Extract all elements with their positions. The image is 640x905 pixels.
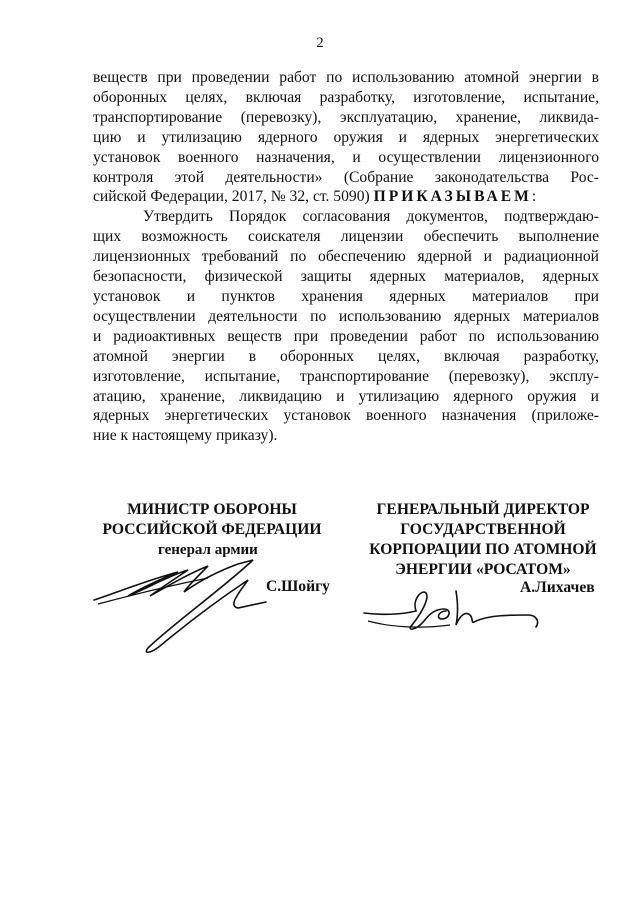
- signatory-rank: генерал армии: [158, 542, 258, 558]
- body-line: ние к настоящему приказу).: [93, 427, 278, 445]
- body-line: осуществлении деятельности по использованию ядерных материалов: [93, 307, 599, 325]
- body-line: установок военного назначения, и осуществлении лицензионного: [93, 148, 599, 166]
- signatory-title: МИНИСТР ОБОРОНЫ: [127, 501, 297, 518]
- body-line: изготовление, испытание, транспортирование (перевозку), эксплу-: [93, 367, 599, 385]
- order-colon: :: [531, 188, 537, 206]
- signature-block-rosatom-director: [352, 500, 614, 580]
- body-line: ядерных энергетических установок военного назначения (приложе-: [93, 407, 599, 425]
- handwritten-signature-right: [360, 585, 560, 635]
- document-body: [93, 68, 599, 446]
- body-line: оборонных целях, включая разработку, изготовление, испытание,: [93, 88, 599, 106]
- body-line: безопасности, физической защиты ядерных материалов, ядерных: [93, 268, 599, 286]
- body-line: цию и утилизацию ядерного оружия и ядерных энергетических: [93, 128, 599, 146]
- signatory-title: ЭНЕРГИИ «РОСАТОМ»: [395, 561, 571, 578]
- signatory-title: КОРПОРАЦИИ ПО АТОМНОЙ: [369, 541, 597, 558]
- body-line: контроля этой деятельности» (Собрание законодательства Рос-: [93, 168, 599, 186]
- signatory-name: А.Лихачев: [520, 579, 595, 596]
- body-line: и радиоактивных веществ при проведении работ по использованию: [93, 327, 599, 345]
- signatory-title: РОССИЙСКОЙ ФЕДЕРАЦИИ: [102, 521, 322, 538]
- body-line: атацию, хранение, ликвидацию и утилизацию ядерного оружия и: [93, 387, 599, 405]
- signatory-title: ГОСУДАРСТВЕННОЙ: [400, 521, 566, 538]
- handwritten-signature-left: [88, 550, 288, 660]
- signature-block-defense-minister: [88, 500, 336, 540]
- body-line: лицензионных требований по обеспечению ядерной и радиационной: [93, 248, 599, 266]
- signatory-name: С.Шойгу: [266, 578, 330, 595]
- body-line: Утвердить Порядок согласования документов, подтверждаю-: [143, 208, 599, 226]
- body-line-order: [93, 187, 599, 207]
- signatory-title: ГЕНЕРАЛЬНЫЙ ДИРЕКТОР: [376, 501, 590, 518]
- page-number: 2: [316, 35, 324, 51]
- order-word: ПРИКАЗЫВАЕМ: [373, 188, 532, 206]
- body-line: установок и пунктов хранения ядерных материалов при: [93, 287, 599, 305]
- citation-text: сийской Федерации, 2017, № 32, ст. 5090): [93, 188, 374, 206]
- body-line: атомной энергии в оборонных целях, включая разработку,: [93, 347, 599, 365]
- body-line: веществ при проведении работ по использованию атомной энергии в: [93, 69, 599, 86]
- body-line: транспортирование (перевозку), эксплуатацию, хранение, ликвида-: [93, 108, 599, 126]
- body-line: щих возможность соискателя лицензии обеспечить выполнение: [93, 228, 599, 246]
